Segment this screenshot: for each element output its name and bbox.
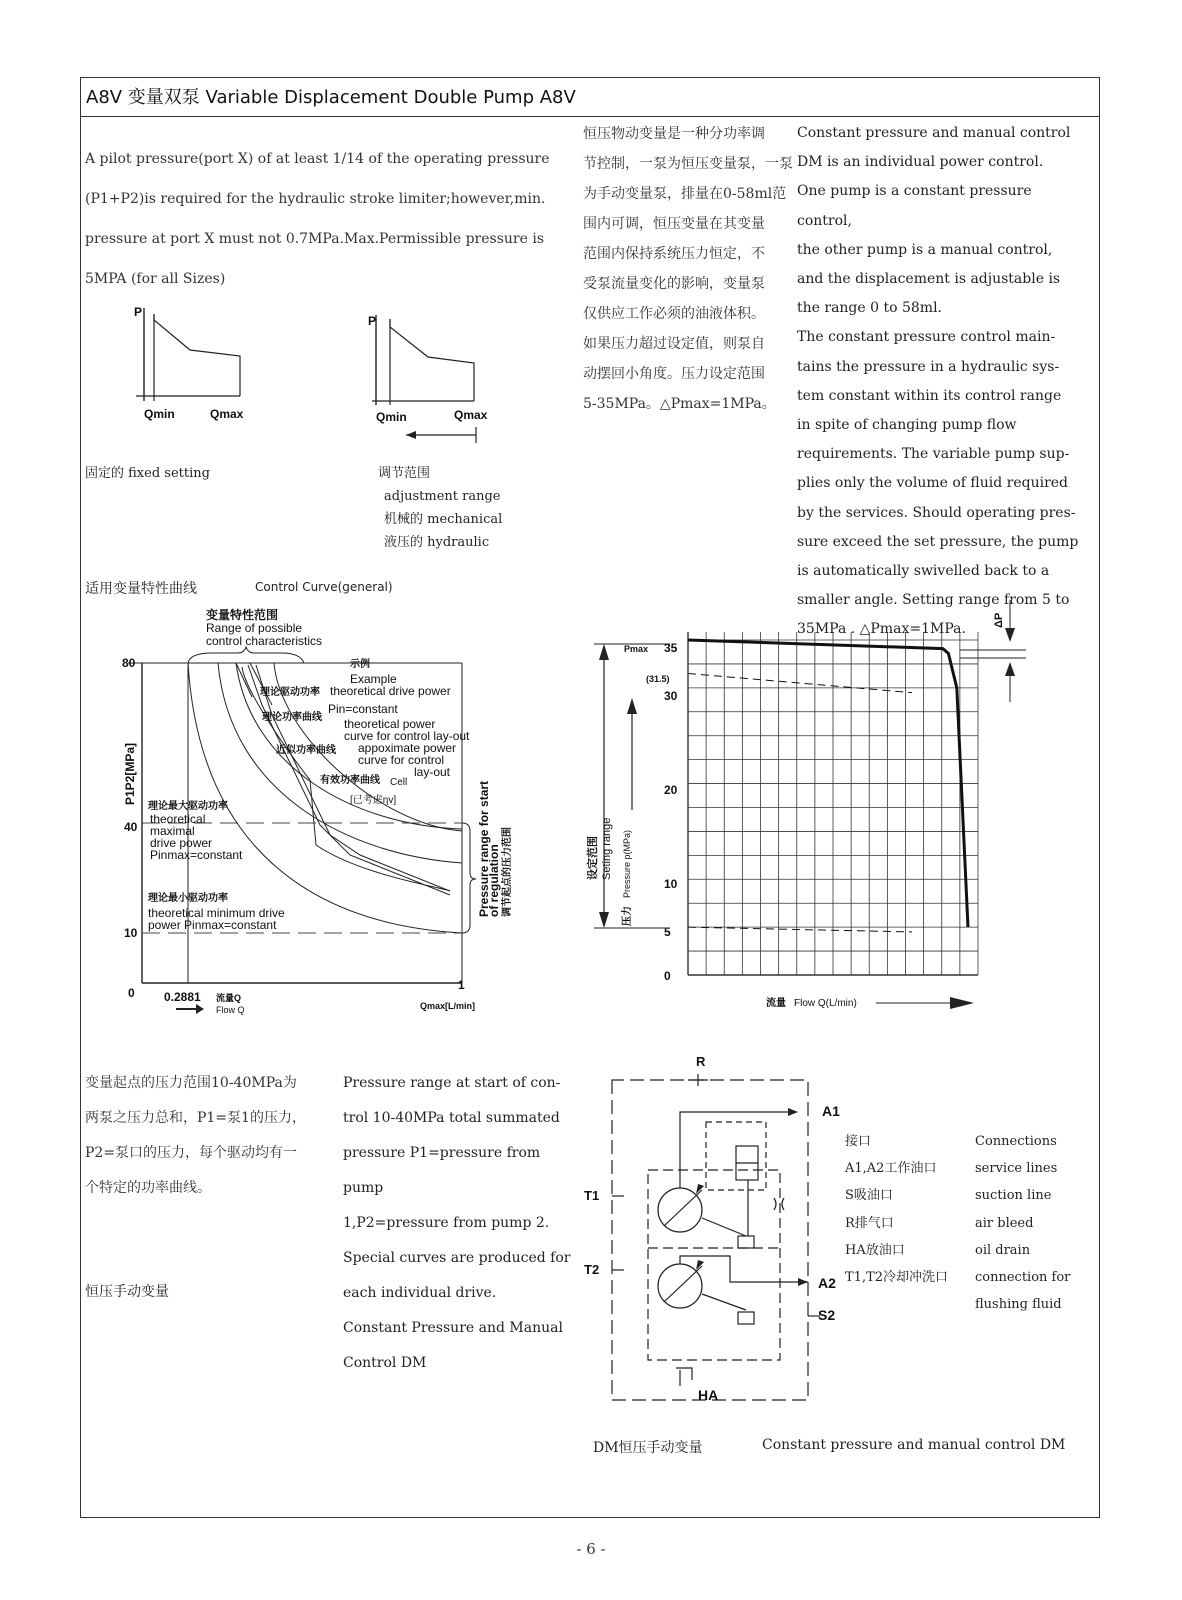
y-tick-label: 10	[664, 877, 678, 891]
example-en: Example	[350, 672, 397, 686]
port-ha: HA	[698, 1387, 719, 1403]
zh-line: 为手动变量泵，排量在0-58ml范	[583, 186, 787, 202]
reg-en: of regulation	[487, 844, 501, 917]
zh-line: 变量起点的压力范围10-40MPa为	[85, 1075, 297, 1091]
conn-header-en: Connections	[975, 1134, 1057, 1149]
fixed-caption: 固定的 fixed setting	[85, 466, 210, 481]
flow-en: Flow Q	[216, 1005, 245, 1015]
ylabel-zh: 压力	[622, 906, 633, 926]
conn-row-zh: S吸油口	[845, 1188, 893, 1204]
delta-p-label: ΔP	[993, 612, 1005, 628]
approx-en: lay-out	[414, 765, 451, 779]
qmax-unit: Qmax[L/min]	[420, 1001, 476, 1011]
conn-row-en: flushing fluid	[975, 1297, 1062, 1313]
en-line: tains the pressure in a hydraulic sys-	[797, 358, 1060, 375]
schematic-caption-zh: DM恒压手动变量	[593, 1440, 703, 1456]
series-line-3	[688, 927, 912, 932]
zh-line: 节控制，一泵为恒压变量泵，一泵	[583, 156, 793, 172]
page-number: - 6 -	[576, 1540, 606, 1558]
conn-header-zh: 接口	[845, 1134, 872, 1149]
conn-row-en: air bleed	[975, 1215, 1034, 1231]
reg-zh: 调节起点的压力范围	[502, 827, 513, 917]
y-tick: 10	[124, 926, 138, 940]
page-title: A8V 变量双泵 Variable Displacement Double Pump A8V	[86, 87, 576, 108]
conn-row-zh: A1,A2工作油口	[845, 1161, 937, 1177]
en-line: Pressure range at start of con-	[343, 1075, 561, 1091]
en-line: sure exceed the set pressure, the pump	[797, 533, 1079, 550]
conn-row-en: oil drain	[975, 1242, 1031, 1258]
zh-line: 范围内保持系统压力恒定，不	[583, 246, 765, 262]
caption-line: 液压的 hydraulic	[384, 535, 490, 550]
y-tick: 40	[124, 820, 138, 834]
chart-grid	[688, 632, 978, 975]
y-tick-label: 5	[664, 925, 671, 939]
zh-line: 受泵流量变化的影响，变量泵	[583, 276, 765, 292]
zh-line: 5-35MPa。△Pmax=1MPa。	[583, 396, 776, 412]
zh-line: 两泵之压力总和，P1=泵1的压力，	[85, 1110, 306, 1126]
control-curve-heading-zh: 适用变量特性曲线	[85, 581, 197, 597]
reg-en: Pressure range for start	[477, 780, 491, 917]
hydraulic-schematic	[580, 1050, 840, 1410]
en-line: the range 0 to 58ml.	[797, 300, 943, 317]
port-s2: S2	[818, 1307, 836, 1323]
connections-en	[975, 1128, 1070, 1318]
theo-curve-zh: 理论功率曲线	[262, 712, 322, 723]
xlabel-zh: 流量	[766, 998, 786, 1009]
intro-line: A pilot pressure(port X) of at least 1/14 of the operating pressure	[85, 151, 550, 167]
min-en: theoretical minimum drive	[148, 906, 285, 920]
y-tick: 80	[122, 656, 136, 670]
p-axis-label: P	[134, 305, 143, 319]
approx-zh: 近似功率曲线	[276, 745, 336, 756]
en-line: and the displacement is adjustable is	[797, 271, 1061, 288]
y-tick-label: 20	[664, 783, 678, 797]
setting-en: Seting range	[601, 817, 613, 880]
pmax-label: Pmax	[624, 644, 649, 654]
fixed-setting-graph	[120, 300, 280, 430]
port-a2: A2	[818, 1275, 836, 1291]
eff-zh: 有效功率曲线	[320, 775, 380, 786]
x-start-label: 0.2881	[164, 990, 201, 1004]
en-line: Control DM	[343, 1355, 427, 1371]
en-line: tem constant within its control range	[797, 387, 1062, 404]
p-axis-label: P	[368, 314, 377, 328]
en-line: Constant Pressure and Manual	[343, 1320, 563, 1336]
conn-row-en: service lines	[975, 1161, 1058, 1177]
conn-row-zh: T1,T2冷却冲洗口	[845, 1270, 949, 1286]
en-line: trol 10-40MPa total summated	[343, 1110, 560, 1126]
zh-line: 仅供应工作必须的油液体积。	[583, 306, 765, 322]
control-curve-chart	[100, 605, 570, 1025]
adjustment-range-graph	[360, 305, 520, 455]
conn-row-en: connection for	[975, 1270, 1071, 1286]
schematic-caption-en: Constant pressure and manual control DM	[762, 1437, 1066, 1453]
qmax-label: Qmax	[210, 407, 244, 421]
en-column	[797, 119, 1082, 645]
en-line: One pump is a constant pressure control,	[797, 183, 1032, 229]
control-curve-heading-en: Control Curve(general)	[255, 580, 393, 594]
en-line: each individual drive.	[343, 1285, 497, 1301]
y-tick-label: 35	[664, 641, 678, 655]
series-line-2	[688, 674, 912, 693]
port-t1: T1	[584, 1188, 600, 1203]
min-en: power Pinmax=constant	[148, 918, 277, 932]
en-line: Special curves are produced for	[343, 1250, 571, 1266]
adjustment-captions	[378, 462, 502, 554]
en-line: plies only the volume of fluid required	[797, 475, 1069, 492]
theo-power-en: theoretical power	[344, 717, 436, 731]
intro-line: pressure at port X must not 0.7MPa.Max.Permissible pressure is	[85, 231, 544, 247]
theo-power-en: curve for control lay-out	[344, 729, 470, 743]
qmin-label: Qmin	[144, 407, 175, 421]
range-en: Range of possible	[206, 621, 303, 635]
connections-zh	[845, 1128, 948, 1291]
en-line: The constant pressure control main-	[797, 329, 1056, 346]
en-line: 1,P2=pressure from pump 2.	[343, 1215, 550, 1231]
xlabel-en: Flow Q(L/min)	[794, 998, 857, 1009]
port-r: R	[696, 1054, 706, 1069]
ylabel-en: Pressure p(MPa)	[622, 829, 632, 898]
setting-zh: 设定范围	[587, 836, 599, 880]
pressure-flow-chart	[580, 600, 1060, 1020]
intro-line: (P1+P2)is required for the hydraulic stroke limiter;however,min.	[85, 191, 546, 207]
en-line: Constant pressure and manual control	[797, 125, 1071, 141]
range-zh: 变量特性范围	[206, 608, 279, 622]
zh-column	[583, 119, 793, 419]
conn-row-en: suction line	[975, 1188, 1052, 1204]
caption-line: adjustment range	[384, 489, 501, 504]
max-en: Pinmax=constant	[150, 848, 243, 862]
flow-zh: 流量Q	[216, 993, 242, 1003]
conn-row-zh: HA放油口	[845, 1242, 905, 1258]
theo-drive-zh: 理论驱动功率	[260, 687, 320, 698]
en-line: is automatically swivelled back to a	[797, 563, 1050, 580]
theo-drive-en: theoretical drive power	[330, 684, 451, 698]
en-line: the other pump is a manual control,	[797, 241, 1053, 258]
qmax-label: Qmax	[454, 408, 488, 422]
zh-line: P2=泵口的压力，每个驱动均有一	[85, 1145, 298, 1161]
chart-series	[688, 640, 968, 932]
en-line: smaller angle. Setting range from 5 to	[797, 592, 1070, 609]
y-tick-label: (31.5)	[646, 674, 670, 684]
en-line: by the services. Should operating pres-	[797, 504, 1076, 521]
example-zh: 示例	[350, 659, 370, 670]
zh-line: 恒压物动变量是一种分功率调	[583, 126, 765, 142]
pin-constant: Pin=constant	[328, 702, 398, 716]
y-tick: 0	[128, 986, 135, 1000]
cell-label: Cell	[390, 777, 408, 788]
approx-en: appoximate power	[358, 741, 457, 755]
eta-note: [已考虑ηv]	[350, 795, 397, 806]
conn-row-zh: R排气口	[845, 1215, 894, 1231]
en-line: pressure P1=pressure from pump	[343, 1145, 541, 1196]
y-axis-label: P1P2[MPa]	[123, 742, 137, 805]
caption-line: 机械的 mechanical	[384, 512, 503, 527]
caption-line: 调节范围	[378, 466, 431, 481]
x-end-label: 1	[458, 978, 465, 992]
zh-line: 动摆回小角度。压力设定范围	[583, 366, 765, 382]
bottom-zh-text	[85, 1066, 335, 1206]
en-line: DM is an individual power control.	[797, 154, 1044, 171]
max-zh: 理论最大驱动功率	[148, 801, 228, 812]
range-en: control characteristics	[206, 634, 323, 648]
approx-en: curve for control	[358, 753, 445, 767]
max-en: drive power	[150, 836, 213, 850]
min-zh: 理论最小驱动功率	[148, 893, 228, 904]
qmin-label: Qmin	[376, 410, 407, 424]
en-line: in spite of changing pump flow	[797, 417, 1017, 434]
bottom-en-text	[343, 1066, 583, 1381]
zh-line: 如果压力超过设定值，则泵自	[583, 336, 765, 352]
max-en: theoretical	[150, 812, 206, 826]
intro-text	[85, 139, 575, 299]
port-t2: T2	[584, 1262, 600, 1277]
title-bar	[80, 77, 1100, 117]
dm-heading: 恒压手动变量	[85, 1284, 169, 1300]
zh-line: 个特定的功率曲线。	[85, 1180, 211, 1196]
y-tick-label: 0	[664, 969, 671, 983]
y-tick-label: 30	[664, 689, 678, 703]
port-a1: A1	[822, 1103, 840, 1119]
zh-line: 围内可调，恒压变量在其变量	[583, 216, 765, 232]
en-line: 35MPa . △Pmax=1MPa.	[797, 621, 966, 638]
max-en: maximal	[150, 824, 195, 838]
en-line: requirements. The variable pump sup-	[797, 446, 1070, 463]
intro-line: 5MPA (for all Sizes)	[85, 271, 226, 287]
